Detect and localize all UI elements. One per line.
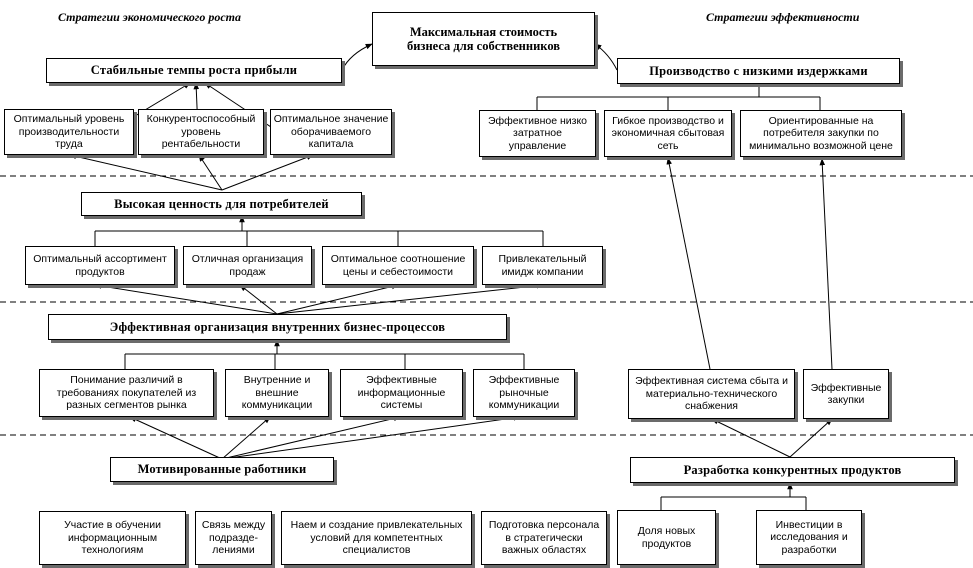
arrow-process-to-value bbox=[240, 285, 277, 314]
working-capital: Оптимальное значение оборачиваемого капитала bbox=[270, 109, 392, 155]
labor-productivity: Оптимальный уровень производительности труда bbox=[4, 109, 134, 155]
sales-organization: Отличная организация продаж bbox=[183, 246, 312, 285]
sales-supply-system: Эффективная система сбыта и материально-технического снабжения bbox=[628, 369, 795, 419]
arrow-products-to-supply bbox=[790, 419, 832, 457]
efficient-purchasing: Эффективные закупки bbox=[803, 369, 889, 419]
motivated-workers: Мотивированные работники bbox=[110, 457, 334, 482]
competitive-products: Разработка конкурентных продуктов bbox=[630, 457, 955, 483]
arrow-workers-to-process bbox=[222, 417, 520, 459]
arrow-process-to-value bbox=[277, 285, 543, 314]
price-cost-ratio: Оптимальное соотношение цены и себестоимости bbox=[322, 246, 474, 285]
new-products-share: Доля новых продуктов bbox=[617, 510, 716, 565]
interdepartment-link: Связь между подразде- лениями bbox=[195, 511, 272, 565]
caption-efficiency-strategies: Стратегии эффективности bbox=[706, 10, 860, 24]
arrow-growth-to-goal bbox=[342, 44, 372, 70]
hiring-specialists: Наем и создание привлекательных условий для компетентных специалистов bbox=[281, 511, 472, 565]
arrow-efficiency-to-goal bbox=[595, 44, 617, 70]
it-training: Участие в обучении информационным технологиям bbox=[39, 511, 186, 565]
consumer-oriented-purchasing: Ориентированные на потребителя закупки по минимально возможной цене bbox=[740, 110, 902, 157]
company-image: Привлекательный имидж компании bbox=[482, 246, 603, 285]
arrow-supply-to-efficiency bbox=[668, 158, 710, 369]
arrow-workers-to-process bbox=[130, 417, 222, 459]
segment-requirements: Понимание различий в требованиях покупателей из разных сегментов рынка bbox=[39, 369, 214, 417]
market-communications: Эффективные рыночные коммуникации bbox=[473, 369, 575, 417]
staff-training: Подготовка персонала в стратегически важных областях bbox=[481, 511, 607, 565]
rnd-investment: Инвестиции в исследования и разработки bbox=[756, 510, 862, 565]
arrow-process-to-value bbox=[95, 285, 277, 314]
goal-max-value: Максимальная стоимость бизнеса для собственников bbox=[372, 12, 595, 66]
arrow-value-to-growth bbox=[199, 155, 222, 190]
stable-profit-growth: Стабильные темпы роста прибыли bbox=[46, 58, 342, 83]
low-cost-production: Производство с низкими издержками bbox=[617, 58, 900, 84]
arrow-value-to-growth bbox=[222, 155, 313, 190]
information-systems: Эффективные информационные системы bbox=[340, 369, 463, 417]
arrow-process-to-value bbox=[277, 285, 398, 314]
low-cost-management: Эффективное низко затратное управление bbox=[479, 110, 596, 157]
profitability-level: Конкурентоспособный уровень рентабельности bbox=[138, 109, 264, 155]
arrow-value-to-growth bbox=[70, 155, 222, 190]
communications: Внутренние и внешние коммуникации bbox=[225, 369, 329, 417]
high-customer-value: Высокая ценность для потребителей bbox=[81, 192, 362, 216]
arrow-products-to-supply bbox=[712, 419, 790, 457]
optimal-assortment: Оптимальный ассортимент продуктов bbox=[25, 246, 175, 285]
business-process-organization: Эффективная организация внутренних бизнес-процессов bbox=[48, 314, 507, 340]
arrow-workers-to-process bbox=[222, 417, 270, 459]
flexible-production: Гибкое производство и экономичная сбытовая сеть bbox=[604, 110, 732, 157]
arrow-supply-to-efficiency bbox=[822, 159, 832, 369]
caption-growth-strategies: Стратегии экономического роста bbox=[58, 10, 241, 24]
